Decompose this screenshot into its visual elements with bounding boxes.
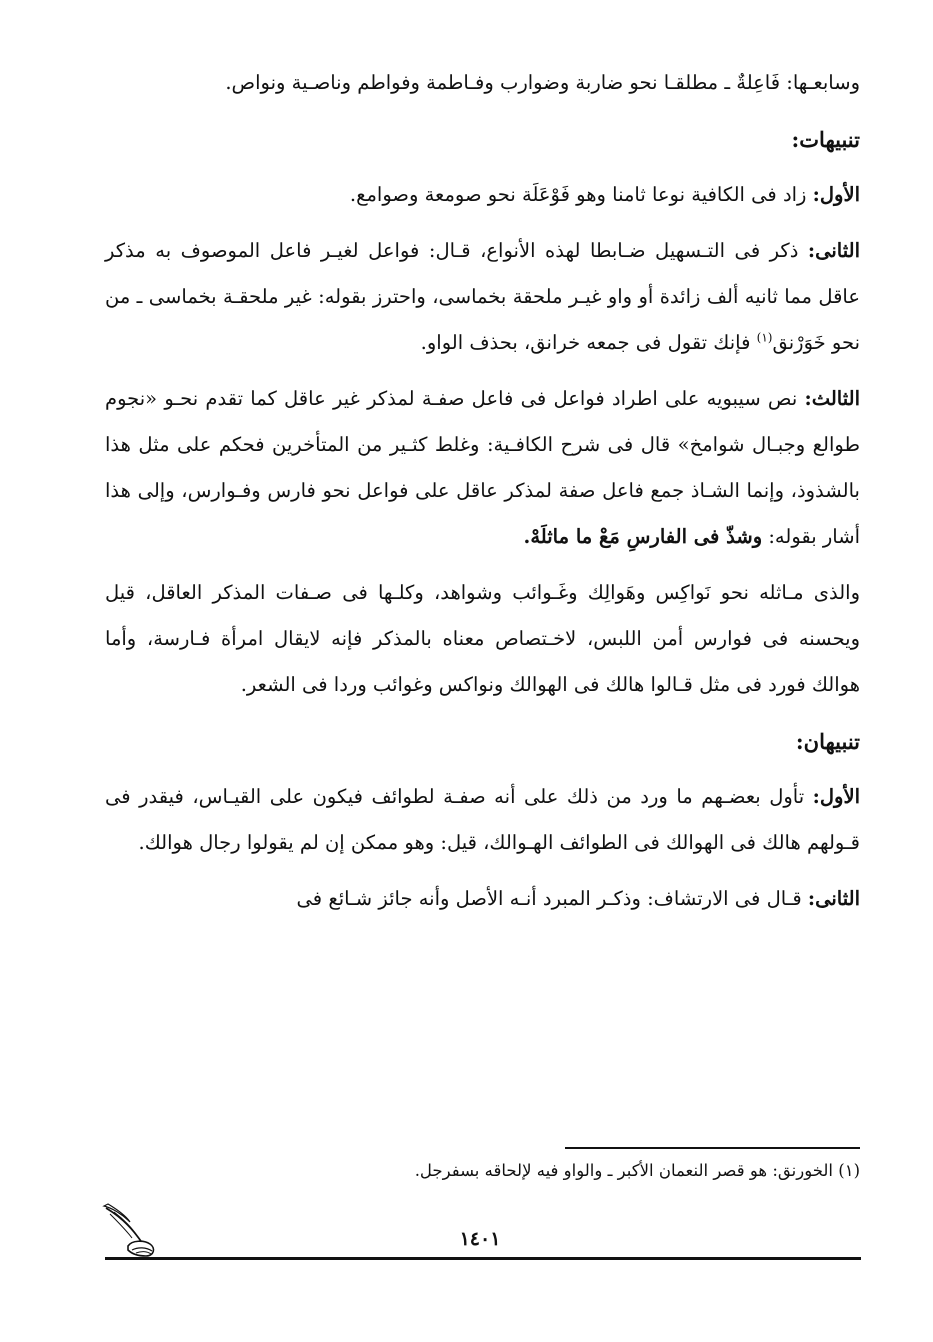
note-term: الأول: xyxy=(812,183,860,206)
paragraph-text: نص سيبويه على اطراد فواعل فى فاعل صفـة لمذكر غير عاقل كما تقدم نحـو «نجوم طوالع وجبـال شوامخ» قال فى شرح الكافـية: وغلط كثـير من المتأخرين فحكم على مثل هذا بالشذوذ، وإنما الشـاذ جمع فاعل صفة لمذكر عاقل على فواعل نحو فارس وفـوارس، وإلى هذا أشار بقوله: xyxy=(105,387,860,548)
paragraph-third-note xyxy=(105,376,860,560)
paragraph-text: قـال فى الارتشاف: وذكـر المبرد أنـه الأصل وأنه جائز شـائع فى xyxy=(296,887,808,910)
paragraph-explanation xyxy=(105,570,860,708)
quill-pen-icon xyxy=(100,1200,162,1262)
paragraph-first-remark xyxy=(105,774,860,866)
bottom-rule xyxy=(105,1257,861,1260)
note-term: الأول: xyxy=(812,785,860,808)
paragraph-text: ذكر فى التـسهيل ضـابطا لهذه الأنواع، قـال: فواعل لغيـر فاعل الموصوف به مذكر عاقل مما ثانيه ألف زائدة أو واو غيـر ملحقة بخماسى، واحترز بقوله: غير ملحقـة بخماسى ـ من نحو خَوَرْنق xyxy=(105,239,860,354)
paragraph-text: فإنك تقول فى جمعه خرانق، بحذف الواو. xyxy=(420,331,757,354)
heading-notes: تنبيهات: xyxy=(791,127,860,152)
footnote-separator xyxy=(565,1147,860,1149)
paragraph-first-note xyxy=(105,172,860,218)
footnote-reference: (١) xyxy=(756,330,773,345)
paragraph-text: تأول بعضـهم ما ورد من ذلك على أنه صفـة لطوائف فيكون على القيـاس، فيقدر فى قـولهم هالك فى الهوالك فى الطوائف الهـوالك، قيل: وهو ممكن إن لم يقولوا رجال هوالك. xyxy=(105,785,860,854)
page-number: ١٤٠١ xyxy=(459,1228,501,1250)
note-term: الثانى: xyxy=(807,887,860,910)
paragraph-text: وسابعـها: فَاعِلةٌ ـ مطلقـا نحو ضاربة وضوارب وفـاطمة وفواطم وناصـية ونواص. xyxy=(225,71,860,94)
note-term: الثالث: xyxy=(804,387,860,410)
paragraph-text: والذى مـاثله نحو نَواكِس وهَوالِك وغَـوائب وشواهد، وكلـها فى صـفات المذكر العاقل، قيل ويحسنه فى فوارس أمن اللبس، لاخـتصاص معناه بالمذكر فإنه لايقال امرأة فـارسة، وأما هوالك فورد فى مثل قـالوا هالك فى الهوالك ونواكس وغوائب وردا فى الشعر. xyxy=(105,581,860,696)
footnote: (١) الخورنق: هو قصر النعمان الأكبر ـ والواو فيه لإلحاقه بسفرجل. xyxy=(414,1161,860,1180)
paragraph-second-remark xyxy=(105,876,860,922)
paragraph-seventh-form xyxy=(105,60,860,106)
paragraph-second-note xyxy=(105,228,860,366)
note-term: الثانى: xyxy=(807,239,860,262)
heading-two-notes: تنبيهان: xyxy=(795,729,860,754)
verse-quote: وشذّ فى الفارسِ مَعْ ما ماثلَهْ. xyxy=(523,525,763,548)
page-body xyxy=(105,60,860,928)
paragraph-text: زاد فى الكافية نوعا ثامنا وهو فَوْعَلَة نحو صومعة وصوامع. xyxy=(349,183,813,206)
